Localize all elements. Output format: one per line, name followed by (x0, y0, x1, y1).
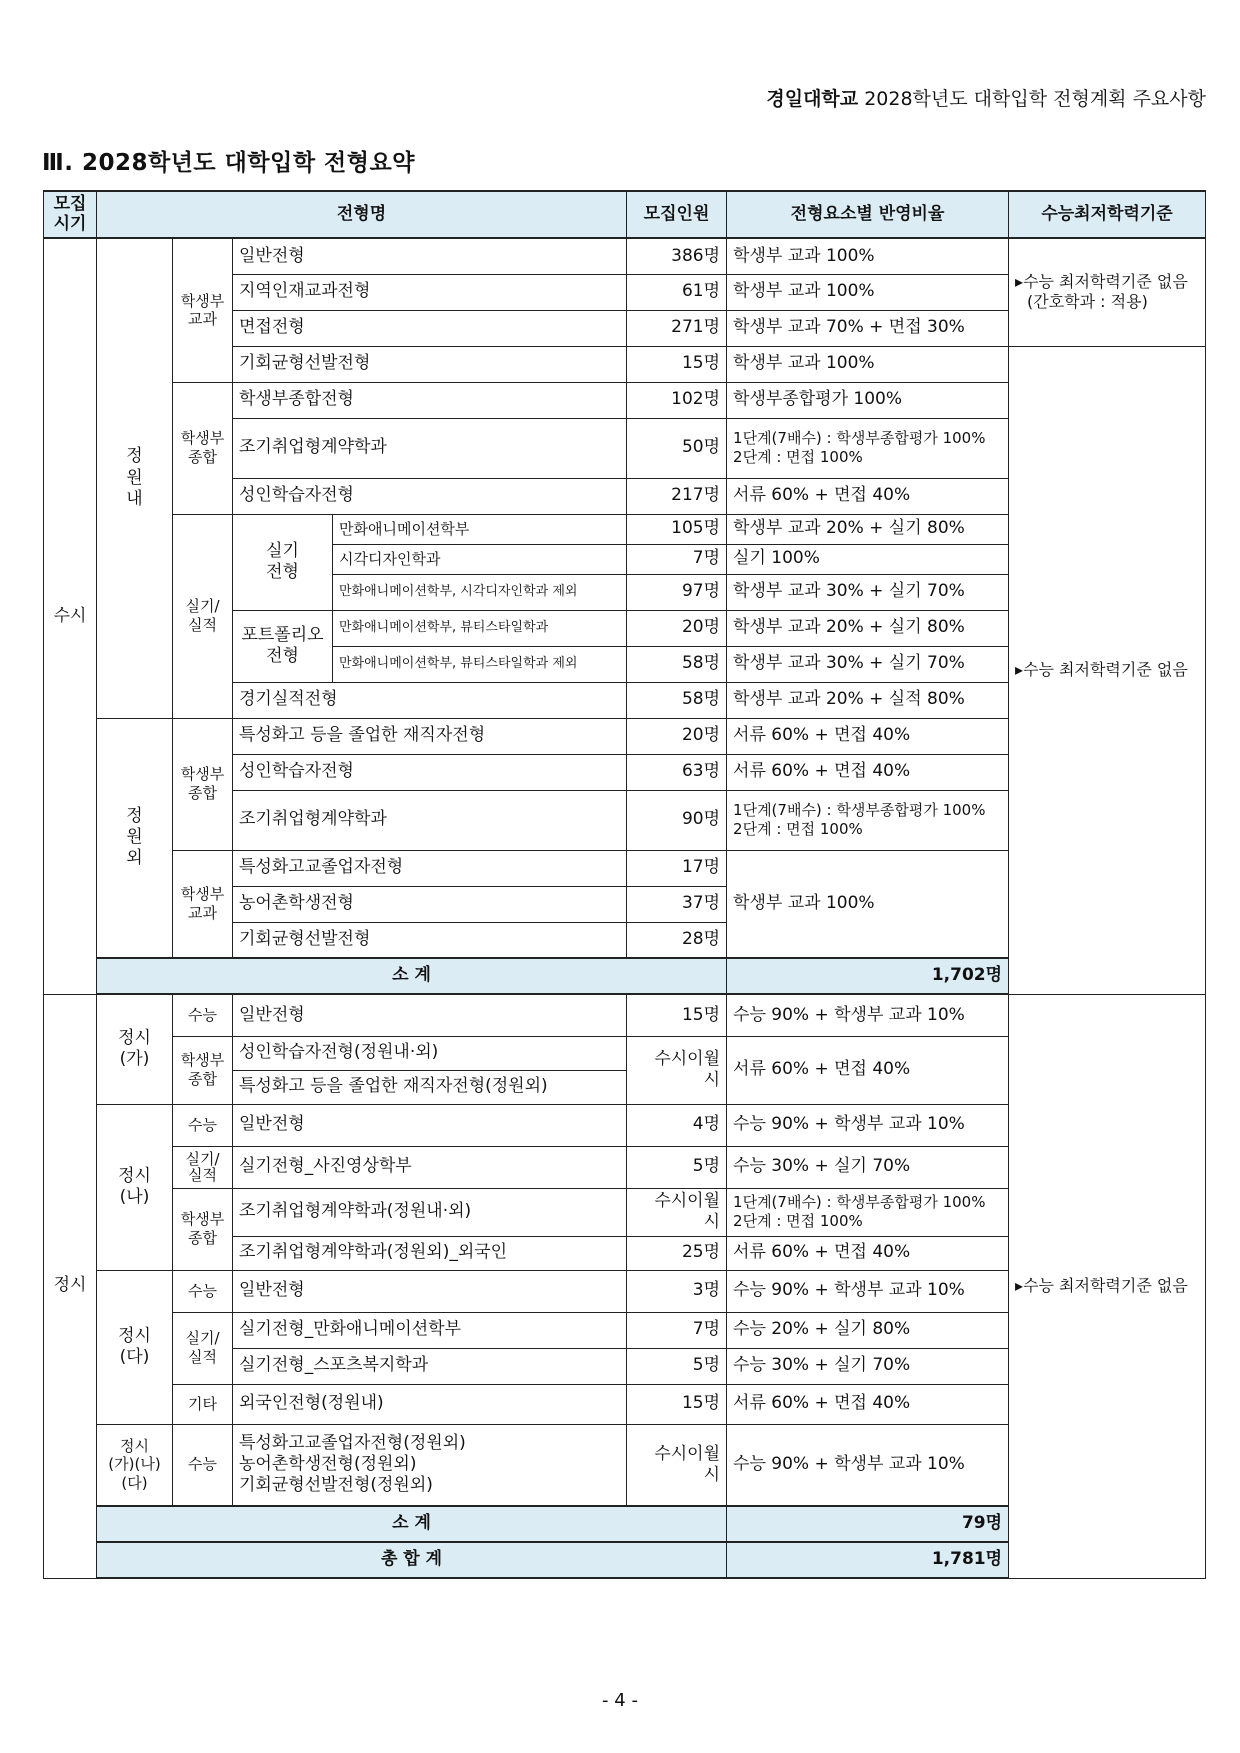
row-count: 4명 (627, 1104, 727, 1146)
row-ratio: 학생부 교과 20% + 실적 80% (727, 682, 1009, 718)
group-label: 실기/ 실적 (173, 1146, 233, 1188)
row-ratio: 수능 90% + 학생부 교과 10% (727, 1104, 1009, 1146)
subgroup-label: 실기 전형 (233, 514, 333, 610)
jeongsi-label: 정시 (44, 994, 97, 1578)
row-name: 성인학습자전형 (233, 478, 627, 514)
total-label: 총 합 계 (97, 1542, 727, 1578)
row-name: 성인학습자전형 (233, 754, 627, 790)
ratio-line: 2단계 : 면접 100% (733, 448, 863, 466)
row-count: 61명 (627, 274, 727, 310)
row-ratio: 수능 20% + 실기 80% (727, 1312, 1009, 1348)
row-count: 97명 (627, 574, 727, 610)
total-value: 1,781명 (727, 1542, 1009, 1578)
row-ratio: 학생부 교과 100% (727, 850, 1009, 958)
row-count: 58명 (627, 682, 727, 718)
name-line: 특성화고교졸업자전형(정원외) (239, 1432, 466, 1453)
row-count: 17명 (627, 850, 727, 886)
row-count: 15명 (627, 994, 727, 1036)
row-count: 271명 (627, 310, 727, 346)
row-ratio: 학생부 교과 100% (727, 346, 1009, 382)
row-name: 만화애니메이션학부, 뷰티스타일학과 제외 (333, 646, 627, 682)
row-ratio: 서류 60% + 면접 40% (727, 1036, 1009, 1104)
row-name: 일반전형 (233, 994, 627, 1036)
row-count: 386명 (627, 238, 727, 274)
row-ratio: 학생부 교과 30% + 실기 70% (727, 574, 1009, 610)
group-label: 수능 (173, 1270, 233, 1312)
col-ratio: 전형요소별 반영비율 (727, 191, 1009, 238)
row-name: 지역인재교과전형 (233, 274, 627, 310)
row-ratio (727, 418, 1009, 478)
row-name: 만화애니메이션학부, 뷰티스타일학과 (333, 610, 627, 646)
row-name: 면접전형 (233, 310, 627, 346)
row-name: 외국인전형(정원내) (233, 1384, 627, 1424)
min-note-exception: (간호학과 : 적용) (1027, 292, 1148, 312)
row-name: 특성화고 등을 졸업한 재직자전형(정원외) (233, 1070, 627, 1104)
col-name: 전형명 (97, 191, 627, 238)
ratio-line: 2단계 : 면접 100% (733, 1212, 863, 1230)
period-all-label: 정시 (가)(나)(다) (97, 1424, 173, 1506)
row-ratio: 수능 30% + 실기 70% (727, 1146, 1009, 1188)
row-name: 실기전형_사진영상학부 (233, 1146, 627, 1188)
row-ratio: 서류 60% + 면접 40% (727, 718, 1009, 754)
row-count: 217명 (627, 478, 727, 514)
row-count: 63명 (627, 754, 727, 790)
row-name: 특성화고 등을 졸업한 재직자전형 (233, 718, 627, 754)
row-name: 농어촌학생전형 (233, 886, 627, 922)
period-ga-label: 정시 (가) (97, 994, 173, 1104)
min-standard-note (1009, 238, 1206, 346)
subgroup-label: 포트폴리오 전형 (233, 610, 333, 682)
row-ratio: 실기 100% (727, 544, 1009, 574)
row-ratio: 학생부 교과 100% (727, 238, 1009, 274)
col-period: 모집 시기 (44, 191, 97, 238)
row-name: 일반전형 (233, 1104, 627, 1146)
group-label: 학생부 교과 (173, 850, 233, 958)
row-count: 102명 (627, 382, 727, 418)
row-ratio: 서류 60% + 면접 40% (727, 478, 1009, 514)
group-label: 수능 (173, 1424, 233, 1506)
row-count: 50명 (627, 418, 727, 478)
group-label: 수능 (173, 994, 233, 1036)
name-line: 기회균형선발전형(정원외) (239, 1475, 433, 1496)
row-name: 조기취업형계약학과(정원내·외) (233, 1188, 627, 1236)
period-na-label: 정시 (나) (97, 1104, 173, 1270)
row-name: 기회균형선발전형 (233, 346, 627, 382)
row-ratio: 학생부 교과 100% (727, 274, 1009, 310)
group-label: 실기/ 실적 (173, 1312, 233, 1384)
period-da-label: 정시 (다) (97, 1270, 173, 1424)
row-name: 실기전형_스포츠복지학과 (233, 1348, 627, 1384)
document-header (766, 84, 1206, 111)
subtotal-value: 79명 (727, 1506, 1009, 1542)
table-row (44, 994, 1206, 1036)
row-ratio: 학생부 교과 30% + 실기 70% (727, 646, 1009, 682)
subtotal-value: 1,702명 (727, 958, 1009, 994)
row-count: 20명 (627, 610, 727, 646)
row-ratio: 학생부종합평가 100% (727, 382, 1009, 418)
min-standard-note: ▸수능 최저학력기준 없음 (1009, 994, 1206, 1578)
row-name: 실기전형_만화애니메이션학부 (233, 1312, 627, 1348)
group-label: 학생부 종합 (173, 1188, 233, 1270)
row-count: 5명 (627, 1348, 727, 1384)
col-count: 모집인원 (627, 191, 727, 238)
row-count: 15명 (627, 1384, 727, 1424)
group-label: 기타 (173, 1384, 233, 1424)
row-count: 90명 (627, 790, 727, 850)
row-ratio: 수능 90% + 학생부 교과 10% (727, 994, 1009, 1036)
row-ratio: 수능 30% + 실기 70% (727, 1348, 1009, 1384)
row-name: 일반전형 (233, 1270, 627, 1312)
row-ratio (727, 1188, 1009, 1236)
row-name: 만화애니메이션학부 (333, 514, 627, 544)
header-subtitle: 2028학년도 대학입학 전형계획 주요사항 (864, 88, 1206, 110)
university-name: 경일대학교 (766, 88, 859, 110)
row-ratio: 학생부 교과 70% + 면접 30% (727, 310, 1009, 346)
row-name: 조기취업형계약학과(정원외)_외국인 (233, 1236, 627, 1270)
row-name: 만화애니메이션학부, 시각디자인학과 제외 (333, 574, 627, 610)
section-title: Ⅲ. 2028학년도 대학입학 전형요약 (42, 150, 415, 176)
row-name: 특성화고교졸업자전형 (233, 850, 627, 886)
group-label: 수능 (173, 1104, 233, 1146)
row-count: 28명 (627, 922, 727, 958)
min-note-line: ▸수능 최저학력기준 없음 (1015, 272, 1188, 292)
row-count: 37명 (627, 886, 727, 922)
in-quota-label: 정 원 내 (97, 238, 173, 718)
table-header-row (44, 191, 1206, 238)
row-ratio: 수능 90% + 학생부 교과 10% (727, 1270, 1009, 1312)
row-name: 조기취업형계약학과 (233, 790, 627, 850)
subtotal-label: 소 계 (97, 1506, 727, 1542)
page-number: - 4 - (602, 1690, 638, 1711)
row-count: 수시이월 시 (627, 1424, 727, 1506)
name-line: 농어촌학생전형(정원외) (239, 1454, 417, 1475)
row-name: 성인학습자전형(정원내·외) (233, 1036, 627, 1070)
row-count: 25명 (627, 1236, 727, 1270)
ratio-line: 1단계(7배수) : 학생부종합평가 100% (733, 801, 986, 820)
row-name: 기회균형선발전형 (233, 922, 627, 958)
ratio-line: 1단계(7배수) : 학생부종합평가 100% (733, 1193, 986, 1212)
ratio-line: 2단계 : 면접 100% (733, 820, 863, 838)
row-name: 학생부종합전형 (233, 382, 627, 418)
group-label: 학생부 종합 (173, 1036, 233, 1104)
subtotal-label: 소 계 (97, 958, 727, 994)
group-label: 학생부 종합 (173, 718, 233, 850)
susi-label: 수시 (44, 238, 97, 994)
min-standard-note: ▸수능 최저학력기준 없음 (1009, 346, 1206, 994)
row-ratio: 학생부 교과 20% + 실기 80% (727, 610, 1009, 646)
row-name: 일반전형 (233, 238, 627, 274)
table-row (44, 238, 1206, 274)
row-count: 15명 (627, 346, 727, 382)
row-ratio: 학생부 교과 20% + 실기 80% (727, 514, 1009, 544)
row-count: 3명 (627, 1270, 727, 1312)
row-count: 7명 (627, 1312, 727, 1348)
row-count: 20명 (627, 718, 727, 754)
row-count: 수시이월 시 (627, 1036, 727, 1104)
admission-summary-table (43, 190, 1206, 1579)
row-ratio: 서류 60% + 면접 40% (727, 1384, 1009, 1424)
row-ratio: 수능 90% + 학생부 교과 10% (727, 1424, 1009, 1506)
row-ratio: 서류 60% + 면접 40% (727, 754, 1009, 790)
group-label: 학생부 교과 (173, 238, 233, 382)
row-name: 시각디자인학과 (333, 544, 627, 574)
row-name: 경기실적전형 (233, 682, 627, 718)
row-name: 조기취업형계약학과 (233, 418, 627, 478)
ratio-line: 1단계(7배수) : 학생부종합평가 100% (733, 429, 986, 448)
row-ratio (727, 790, 1009, 850)
row-ratio: 서류 60% + 면접 40% (727, 1236, 1009, 1270)
row-count: 수시이월 시 (627, 1188, 727, 1236)
row-count: 7명 (627, 544, 727, 574)
row-name (233, 1424, 627, 1506)
group-label: 학생부 종합 (173, 382, 233, 514)
col-min: 수능최저학력기준 (1009, 191, 1206, 238)
row-count: 5명 (627, 1146, 727, 1188)
row-count: 105명 (627, 514, 727, 544)
row-count: 58명 (627, 646, 727, 682)
group-label: 실기/ 실적 (173, 514, 233, 718)
out-quota-label: 정 원 외 (97, 718, 173, 958)
